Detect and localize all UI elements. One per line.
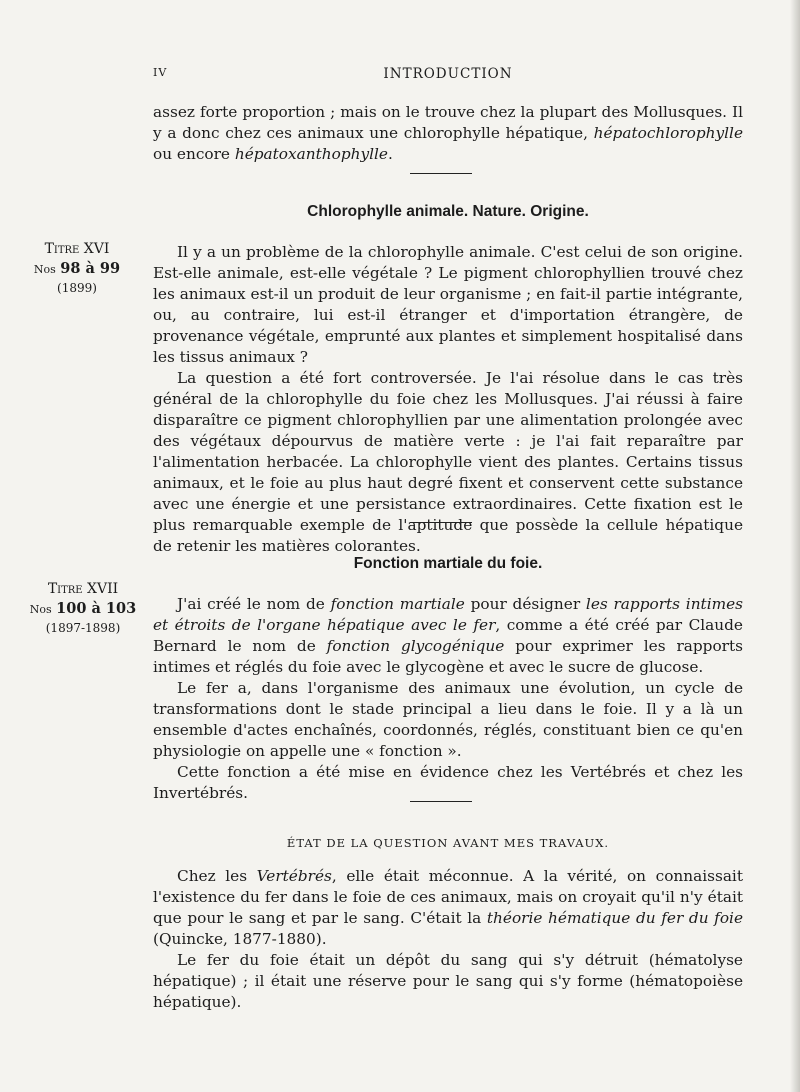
section-divider: [410, 522, 472, 523]
paragraph: La question a été fort controversée. Je l'ai résolue dans le cas très général de la chlorophylle du foie chez les Mollusques. J'ai réussi à faire disparaître ce pigment chlorophyllien par une alimentation prolongée avec des végétaux dépourvus de matière verte : je l'ai fait reparaître par l'alimentation herbacée. La chlorophylle vient des plantes. Certains tissus animaux, et le foie au plus haut degré fixent et conservent cette substance avec une énergie et une persistance extraordinaires. Cette fixation est le plus remarquable exemple de l'aptitude que possède la cellule hépatique de retenir les matières colorantes.: [153, 369, 743, 555]
paragraph: Le fer du foie était un dépôt du sang qui s'y détruit (hématolyse hépatique) ; il était une réserve pour le sang qui s'y forme (hématopoièse hépatique).: [153, 951, 743, 1011]
term-vertebres: Vertébrés: [256, 867, 332, 885]
margin-note-titre-xvii: [28, 580, 138, 638]
margin-nos: Nos: [33, 263, 56, 276]
term-theorie-hematique: théorie hématique du fer du foie: [486, 909, 743, 927]
section-divider: [410, 173, 472, 174]
section-divider: [410, 801, 472, 802]
margin-range: 98 à 99: [60, 260, 121, 277]
intro-term-1: hépatochlorophylle: [593, 124, 743, 142]
body-text: J'ai créé le nom de: [177, 595, 331, 613]
body-text: pour exprimer les rapports intimes et réglés du foie avec le glycogène et avec le sucre de glucose.: [153, 637, 743, 676]
paragraph: Le fer a, dans l'organisme des animaux une évolution, un cycle de transformations dont le stade principal a lieu dans le foie. Il y a là un ensemble d'actes enchaînés, coordonnés, réglés, constituant bien ce qu'en physiologie on appelle une « fonction ».: [153, 679, 743, 760]
paragraph: Il y a un problème de la chlorophylle animale. C'est celui de son origine. Est-elle animale, est-elle végétale ? Le pigment chlorophyllien trouvé chez les animaux est-il un produit de leur organisme ; en fait-il partie intégrante, ou, au contraire, lui est-il étranger et d'importation étrangère, de provenance végétale, emprunté aux plantes et simplement hospitalisé dans les tissus animaux ?: [153, 243, 743, 366]
intro-paragraph: [153, 102, 743, 165]
section3-body: [153, 866, 743, 1013]
intro-text-3: .: [387, 145, 393, 163]
margin-titre: Titre XVI: [44, 241, 110, 257]
running-header: [153, 66, 743, 86]
page-edge-shadow: [790, 0, 800, 1092]
body-text: Chez les: [177, 867, 257, 885]
body-text: , elle était méconnue. A la vérité, on connaissait l'existence du fer dans le foie de ces animaux, mais on croyait qu'il n'y était que pour le sang et par le sang. C'était la: [153, 867, 743, 927]
margin-year: (1897-1898): [45, 621, 121, 635]
page-number: IV: [153, 66, 168, 79]
margin-note-titre-xvi: [22, 240, 132, 298]
section-heading-fonction-martiale: Fonction martiale du foie.: [353, 555, 543, 572]
running-title: INTRODUCTION: [383, 66, 513, 82]
section-heading-chlorophylle: Chlorophylle animale. Nature. Origine.: [307, 203, 589, 220]
section2-body: [153, 594, 743, 804]
section1-body: [153, 242, 743, 557]
margin-nos: Nos: [29, 603, 52, 616]
body-text: (Quincke, 1877-1880).: [153, 930, 327, 948]
paragraph: Cette fonction a été mise en évidence chez les Vertébrés et chez les Invertébrés.: [153, 763, 743, 802]
term-fonction-glycogenique: fonction glycogénique: [326, 637, 505, 655]
intro-term-2: hépatoxanthophylle: [234, 145, 388, 163]
subsection-heading-etat: ÉTAT DE LA QUESTION AVANT MES TRAVAUX.: [286, 836, 610, 850]
margin-range: 100 à 103: [56, 600, 137, 617]
term-rapports-intimes: les rapports intimes et étroits de l'organe hépatique avec le fer: [153, 595, 744, 634]
body-text: pour désigner: [464, 595, 586, 613]
term-fonction-martiale: fonction martiale: [330, 595, 465, 613]
margin-year: (1899): [57, 281, 97, 295]
body-text: , comme a été créé par Claude Bernard le nom de: [153, 616, 743, 655]
margin-titre: Titre XVII: [47, 581, 119, 597]
intro-text-2: ou encore: [153, 145, 235, 163]
intro-text: assez forte proportion ; mais on le trouve chez la plupart des Mollusques. Il y a donc chez ces animaux une chlorophylle hépatique,: [153, 103, 743, 142]
